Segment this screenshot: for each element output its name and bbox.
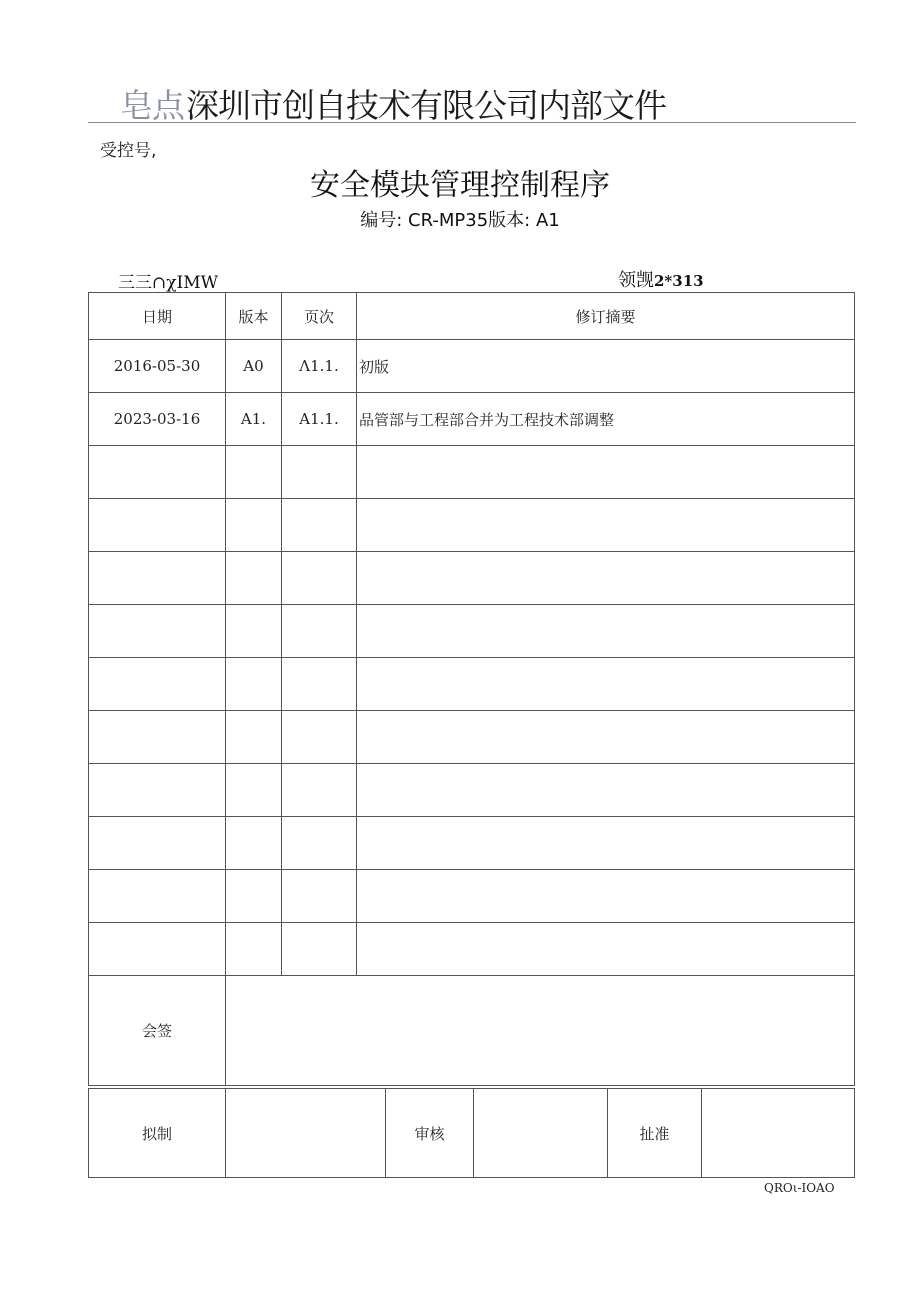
row-date: 2016-05-30: [89, 340, 226, 393]
row-page: [282, 605, 357, 658]
row-version: [226, 552, 282, 605]
row-version: [226, 711, 282, 764]
header-page: 页次: [282, 293, 357, 340]
row-page: [282, 552, 357, 605]
row-version: A1.: [226, 393, 282, 446]
approval-row: [89, 1089, 855, 1178]
row-date: [89, 870, 226, 923]
row-date: [89, 711, 226, 764]
row-summary: 品管部与工程部合并为工程技术部调整: [357, 393, 855, 446]
row-date: [89, 658, 226, 711]
revision-record-label: 三三∩χIMW: [118, 273, 219, 293]
draft-signature-field[interactable]: [226, 1089, 386, 1178]
row-date: [89, 552, 226, 605]
header-divider: [88, 122, 856, 123]
row-summary: [357, 923, 855, 976]
row-summary: [357, 870, 855, 923]
table-row: [89, 340, 855, 393]
table-row: [89, 393, 855, 446]
table-row: [89, 658, 855, 711]
approve-label: 扯准: [608, 1089, 702, 1178]
page-count-value: 2*313: [654, 272, 704, 290]
row-date: [89, 499, 226, 552]
row-summary: [357, 446, 855, 499]
controlled-number-label: 受控号,: [100, 141, 157, 161]
row-date: [89, 923, 226, 976]
page-count-prefix: 领觊: [618, 270, 654, 291]
row-page: [282, 870, 357, 923]
row-page: [282, 923, 357, 976]
row-summary: [357, 605, 855, 658]
row-version: [226, 499, 282, 552]
row-version: [226, 605, 282, 658]
row-summary: [357, 552, 855, 605]
table-row: [89, 764, 855, 817]
document-title: 安全模块管理控制程序: [310, 168, 610, 203]
row-page: [282, 817, 357, 870]
row-date: [89, 446, 226, 499]
header-version: 版本: [226, 293, 282, 340]
row-summary: 初版: [357, 340, 855, 393]
page-count-label: [618, 266, 704, 292]
row-summary: [357, 764, 855, 817]
row-summary: [357, 658, 855, 711]
row-page: [282, 499, 357, 552]
table-row: [89, 711, 855, 764]
row-summary: [357, 711, 855, 764]
table-row: [89, 870, 855, 923]
row-page: [282, 446, 357, 499]
header-summary: 修订摘要: [357, 293, 855, 340]
row-page: Λ1.1.: [282, 340, 357, 393]
row-version: [226, 658, 282, 711]
row-page: [282, 711, 357, 764]
row-version: A0: [226, 340, 282, 393]
form-code: QROι-IOAO: [764, 1181, 835, 1195]
approval-table: [88, 1088, 855, 1178]
row-page: [282, 764, 357, 817]
row-summary: [357, 499, 855, 552]
row-version: [226, 764, 282, 817]
row-page: A1.1.: [282, 393, 357, 446]
table-row: [89, 817, 855, 870]
approve-signature-field[interactable]: [702, 1089, 855, 1178]
review-label: 审核: [386, 1089, 474, 1178]
row-version: [226, 870, 282, 923]
table-row: [89, 605, 855, 658]
row-page: [282, 658, 357, 711]
countersign-label: 会签: [89, 976, 226, 1086]
table-row: [89, 923, 855, 976]
table-header-row: [89, 293, 855, 340]
document-number-version: 编号: CR-MP35版本: A1: [360, 210, 560, 231]
row-version: [226, 817, 282, 870]
table-row: [89, 446, 855, 499]
row-date: [89, 817, 226, 870]
company-logo: 皂点: [120, 86, 184, 125]
row-version: [226, 923, 282, 976]
table-row: [89, 552, 855, 605]
row-summary: [357, 817, 855, 870]
draft-label: 拟制: [89, 1089, 226, 1178]
table-row: [89, 499, 855, 552]
review-signature-field[interactable]: [474, 1089, 608, 1178]
countersign-row: [89, 976, 855, 1086]
row-date: [89, 764, 226, 817]
header-date: 日期: [89, 293, 226, 340]
company-document-header: 深圳市创自技术有限公司内部文件: [186, 86, 666, 125]
countersign-field[interactable]: [226, 976, 855, 1086]
row-date: [89, 605, 226, 658]
row-date: 2023-03-16: [89, 393, 226, 446]
revision-table: [88, 292, 855, 1086]
row-version: [226, 446, 282, 499]
